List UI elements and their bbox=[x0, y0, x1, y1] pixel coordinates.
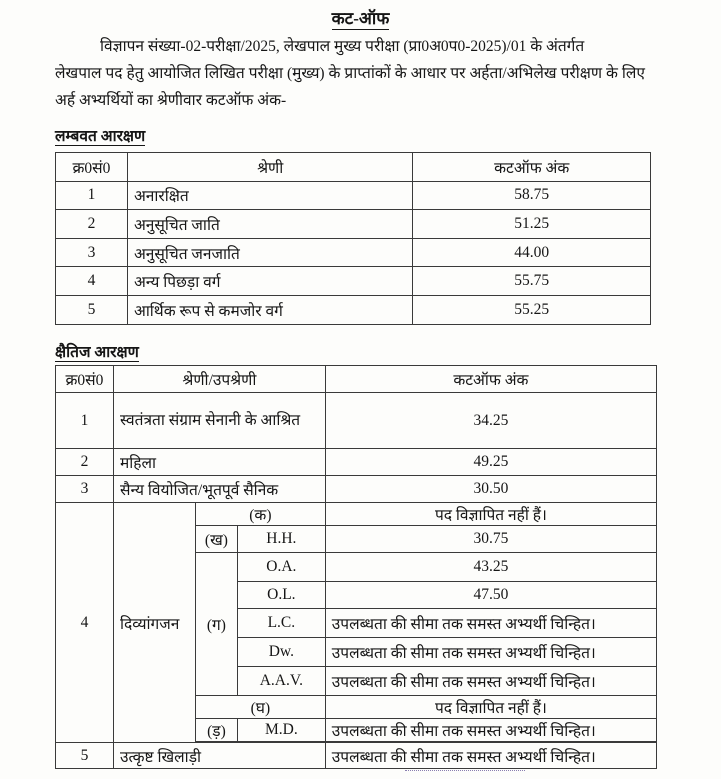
intro-line-rest: लेखपाल पद हेतु आयोजित लिखित परीक्षा (मुख्य) के प्राप्तांकों के आधार पर अर्हता/अभिलेख परीक्षण के लिए अर्ह अभ्यर्थियों का श्रेणीवार कटऑफ अंक- bbox=[55, 65, 645, 109]
subcategory-cell: L.C. bbox=[237, 609, 325, 638]
cutoff-cell: 34.25 bbox=[325, 393, 656, 449]
cutoff-cell: 51.25 bbox=[413, 210, 651, 239]
cutoff-cell: 30.75 bbox=[325, 526, 656, 553]
header-subcategory: श्रेणी/उपश्रेणी bbox=[113, 366, 325, 393]
footer-scan-mark bbox=[405, 770, 525, 779]
subcategory-cell: H.H. bbox=[237, 526, 325, 553]
table-row bbox=[56, 476, 657, 503]
horizontal-cutoff-table bbox=[55, 365, 657, 769]
table-row bbox=[56, 210, 651, 239]
subcategory-cell: A.A.V. bbox=[237, 667, 325, 696]
category-cell: सैन्य वियोजित/भूतपूर्व सैनिक bbox=[113, 476, 325, 503]
cutoff-cell: पद विज्ञापित नहीं हैं। bbox=[325, 696, 656, 719]
header-cutoff: कटऑफ अंक bbox=[413, 153, 651, 182]
serial-cell: 1 bbox=[56, 393, 114, 449]
intro-line-1: विज्ञापन संख्या-02-परीक्षा/2025, लेखपाल मुख्य परीक्षा (प्रा0अ0प0-2025)/01 के अंतर्गत bbox=[100, 38, 585, 55]
serial-cell: 5 bbox=[56, 743, 114, 769]
subgroup-label: (ड़) bbox=[195, 719, 237, 742]
serial-cell: 2 bbox=[56, 210, 128, 239]
cutoff-cell: 55.75 bbox=[413, 267, 651, 296]
cutoff-cell: 44.00 bbox=[413, 238, 651, 267]
intro-paragraph bbox=[55, 33, 645, 114]
category-cell: अनारक्षित bbox=[127, 181, 412, 210]
table-header-row bbox=[56, 366, 657, 393]
cutoff-cell: 47.50 bbox=[325, 582, 656, 609]
table-row bbox=[56, 503, 657, 526]
vertical-reservation-heading: लम्बवत आरक्षण bbox=[55, 128, 146, 145]
category-cell: दिव्यांगजन bbox=[113, 503, 195, 743]
table-row bbox=[56, 238, 651, 267]
cutoff-cell: 58.75 bbox=[413, 181, 651, 210]
cutoff-cell: 49.25 bbox=[325, 449, 656, 476]
subgroup-label: (ग) bbox=[195, 553, 237, 696]
table-row bbox=[56, 181, 651, 210]
header-serial: क्र0सं0 bbox=[56, 153, 128, 182]
subcategory-cell: O.A. bbox=[237, 553, 325, 582]
cutoff-cell: 55.25 bbox=[413, 295, 651, 324]
table-row bbox=[56, 267, 651, 296]
cutoff-cell: 43.25 bbox=[325, 553, 656, 582]
cutoff-cell: पद विज्ञापित नहीं हैं। bbox=[325, 503, 656, 526]
table-header-row bbox=[56, 153, 651, 182]
cutoff-cell: उपलब्धता की सीमा तक समस्त अभ्यर्थी चिन्हित। bbox=[325, 638, 656, 667]
serial-cell: 4 bbox=[56, 503, 114, 743]
category-cell: स्वतंत्रता संग्राम सेनानी के आश्रित bbox=[113, 393, 325, 449]
table-row bbox=[56, 449, 657, 476]
vertical-cutoff-table bbox=[55, 152, 651, 325]
serial-cell: 4 bbox=[56, 267, 128, 296]
serial-cell: 2 bbox=[56, 449, 114, 476]
header-serial: क्र0सं0 bbox=[56, 366, 114, 393]
horizontal-reservation-heading: क्षैतिज आरक्षण bbox=[55, 344, 139, 361]
table-row bbox=[56, 393, 657, 449]
table-row bbox=[56, 743, 657, 769]
category-cell: अनुसूचित जनजाति bbox=[127, 238, 412, 267]
subcategory-cell: M.D. bbox=[237, 719, 325, 742]
page-title: कट-ऑफ bbox=[331, 9, 390, 28]
cutoff-cell: उपलब्धता की सीमा तक समस्त अभ्यर्थी चिन्हित। bbox=[325, 743, 656, 769]
category-cell: महिला bbox=[113, 449, 325, 476]
header-category: श्रेणी bbox=[127, 153, 412, 182]
serial-cell: 1 bbox=[56, 181, 128, 210]
cutoff-cell: उपलब्धता की सीमा तक समस्त अभ्यर्थी चिन्हित। bbox=[325, 667, 656, 696]
subcategory-cell: Dw. bbox=[237, 638, 325, 667]
category-cell: आर्थिक रूप से कमजोर वर्ग bbox=[127, 295, 412, 324]
header-cutoff: कटऑफ अंक bbox=[325, 366, 656, 393]
category-cell: अनुसूचित जाति bbox=[127, 210, 412, 239]
cutoff-cell: उपलब्धता की सीमा तक समस्त अभ्यर्थी चिन्हित। bbox=[325, 719, 656, 742]
cutoff-cell: 30.50 bbox=[325, 476, 656, 503]
subgroup-label: (क) bbox=[195, 503, 325, 526]
subcategory-cell: O.L. bbox=[237, 582, 325, 609]
table-row bbox=[56, 295, 651, 324]
subgroup-label: (ख) bbox=[195, 526, 237, 553]
category-cell: उत्कृष्ट खिलाड़ी bbox=[113, 743, 325, 769]
serial-cell: 3 bbox=[56, 238, 128, 267]
subgroup-label: (घ) bbox=[195, 696, 325, 719]
serial-cell: 5 bbox=[56, 295, 128, 324]
serial-cell: 3 bbox=[56, 476, 114, 503]
category-cell: अन्य पिछड़ा वर्ग bbox=[127, 267, 412, 296]
cutoff-cell: उपलब्धता की सीमा तक समस्त अभ्यर्थी चिन्हित। bbox=[325, 609, 656, 638]
